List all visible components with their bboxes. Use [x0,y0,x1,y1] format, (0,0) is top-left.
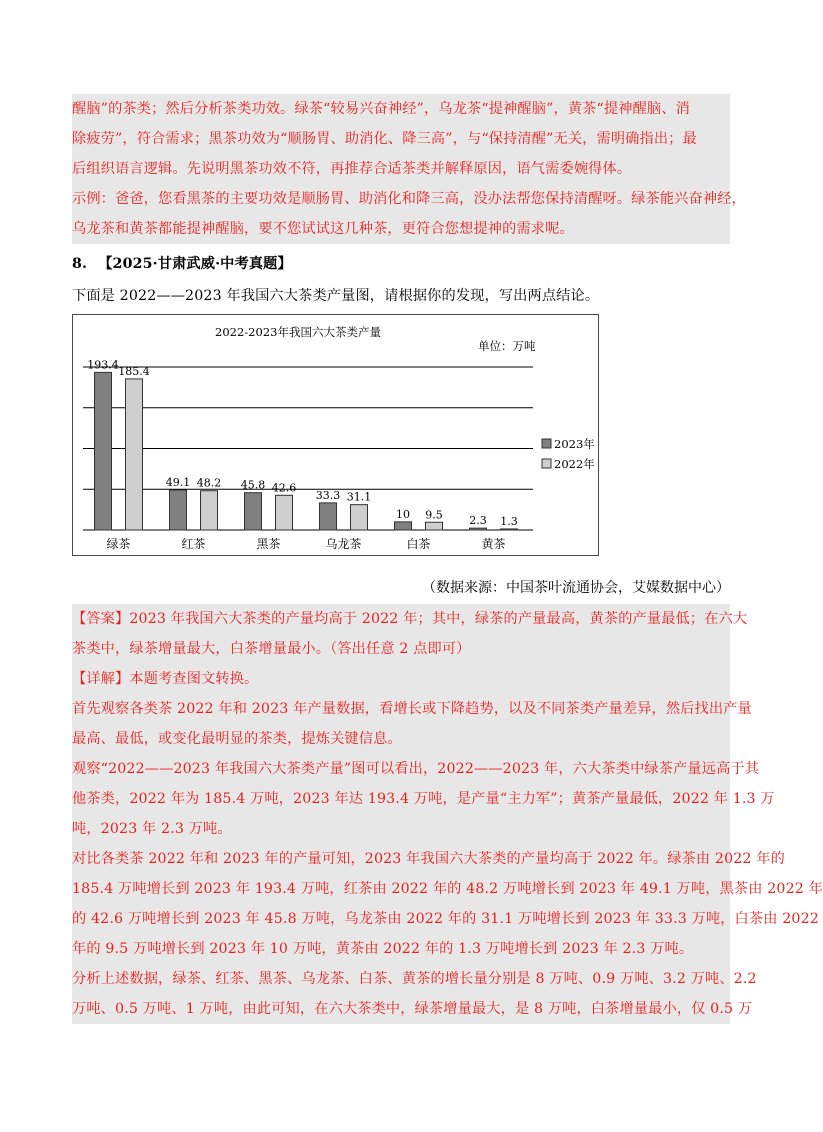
chart-bar [95,372,112,530]
question-prompt: 下面是 2022——2023 年我国六大茶类产量图，请根据你的发现，写出两点结论。 [72,288,600,304]
chart-data-label: 1.3 [500,514,518,528]
chart-bar [245,493,262,530]
chart-data-label: 2.3 [469,514,487,528]
detail-line: 年的 9.5 万吨增长到 2023 年 10 万吨，黄茶由 2022 年的 1.3 万吨增长到 2023 年 2.3 万吨。 [72,941,694,957]
detail-label: 【详解】 [72,671,130,687]
question-source: 【2025·甘肃武威·中考真题】 [98,256,292,272]
chart-category-label: 白茶 [406,537,431,551]
chart-bar [426,522,443,530]
chart-bar [126,379,143,530]
answer-line: 2023 年我国六大茶类的产量均高于 2022 年；其中，绿茶的产量最高，黄茶的产量最低；在六大 [129,611,748,627]
chart-data-label: 33.3 [315,488,341,502]
chart-data-label: 48.2 [196,476,222,490]
previous-answer-line: 乌龙茶和黄茶都能提神醒脑，要不您试试这几种茶，更符合您想提神的需求呢。 [72,221,574,237]
chart-bar [395,522,412,530]
previous-answer-block [72,94,746,244]
chart-data-label: 42.6 [271,481,297,495]
previous-answer-line: 除疲劳”，符合需求；黑茶功效为“顺肠胃、助消化、降三高”，与“保持清醒”无关，需明确指出；最 [72,131,697,147]
chart-data-label: 31.1 [346,490,372,504]
detail-line: 吨，2023 年 2.3 万吨。 [72,821,232,837]
question-prompt-block [72,281,730,311]
detail-line: 185.4 万吨增长到 2023 年 193.4 万吨，红茶由 2022 年的 48.2 万吨增长到 2023 年 49.1 万吨，黑茶由 2022 年 [72,881,823,897]
chart-data-label: 9.5 [425,508,443,522]
previous-answer-line: 示例：爸爸，您看黑茶的主要功效是顺肠胃、助消化和降三高，没办法帮您保持清醒呀。绿茶能兴奋神经， [72,191,746,207]
chart-category-label: 红茶 [181,537,206,551]
tea-production-chart [72,314,599,556]
detail-line: 万吨、0.5 万吨、1 万吨，由此可知，在六大茶类中，绿茶增量最大，是 8 万吨，白茶增量最小，仅 0.5 万 [72,1001,753,1017]
chart-category-label: 黄茶 [481,537,506,551]
answer-line: 茶类中，绿茶增量最大，白茶增量最小。（答出任意 2 点即可） [72,641,471,657]
question-number: 8. [72,256,88,272]
chart-data-label: 10 [396,507,410,521]
chart-data-label: 185.4 [118,364,150,378]
chart-data-label: 45.8 [240,478,266,492]
chart-bar [201,491,218,530]
detail-line: 首先观察各类茶 2022 年和 2023 年产量数据，看增长或下降趋势，以及不同茶类产量差异，然后找出产量 [72,701,752,717]
chart-bar [501,529,518,530]
chart-bar [351,505,368,530]
chart-bar [276,495,293,530]
chart-category-label: 黑茶 [256,537,281,551]
previous-answer-line: 醒脑”的茶类；然后分析茶类功效。绿茶“较易兴奋神经”，乌龙茶“提神醒脑”，黄茶“提神醒脑、消 [72,101,690,117]
detail-line: 分析上述数据，绿茶、红茶、黑茶、乌龙茶、白茶、黄茶的增长量分别是 8 万吨、0.9 万吨、3.2 万吨、2.2 [72,971,757,987]
detail-line: 对比各类茶 2022 年和 2023 年的产量可知，2023 年我国六大茶类的产量均高于 2022 年。绿茶由 2022 年的 [72,851,785,867]
detail-line: 观察“2022——2023 年我国六大茶类产量”图可以看出，2022——2023 年，六大茶类中绿茶产量远高于其 [72,761,760,777]
previous-answer-line: 后组织语言逻辑。先说明黑茶功效不符，再推荐合适茶类并解释原因，语气需委婉得体。 [72,161,632,177]
chart-title: 2022-2023年我国六大茶类产量 [215,325,381,339]
chart-legend-label: 2022年 [554,457,595,471]
answer-label: 【答案】 [72,611,130,627]
chart-bar [170,490,187,530]
answer-block [72,604,823,1024]
chart-category-label: 乌龙茶 [325,537,362,551]
chart-data-label: 49.1 [165,475,191,489]
detail-first-text: 本题考查图文转换。 [129,671,259,687]
chart-data-label: 193.4 [87,358,119,372]
data-source: （数据来源：中国茶叶流通协会，艾媒数据中心） [422,580,730,596]
chart-legend-swatch [542,439,551,448]
detail-line: 最高、最低，或变化最明显的茶类，提炼关键信息。 [72,731,402,747]
chart-unit-label: 单位：万吨 [478,339,536,353]
detail-line: 的 42.6 万吨增长到 2023 年 45.8 万吨，乌龙茶由 2022 年的 31.1 万吨增长到 2023 年 33.3 万吨，白茶由 2022 [72,911,819,927]
chart-category-label: 绿茶 [106,537,131,551]
chart-bar [320,503,337,530]
detail-line: 他茶类，2022 年为 185.4 万吨，2023 年达 193.4 万吨，是产量“主力军”；黄茶产量最低，2022 年 1.3 万 [72,791,775,807]
chart-legend-swatch [542,459,551,468]
chart-legend-label: 2023年 [554,437,595,451]
chart-bar [470,528,487,530]
chart-svg [73,315,600,557]
question-header [72,249,730,279]
